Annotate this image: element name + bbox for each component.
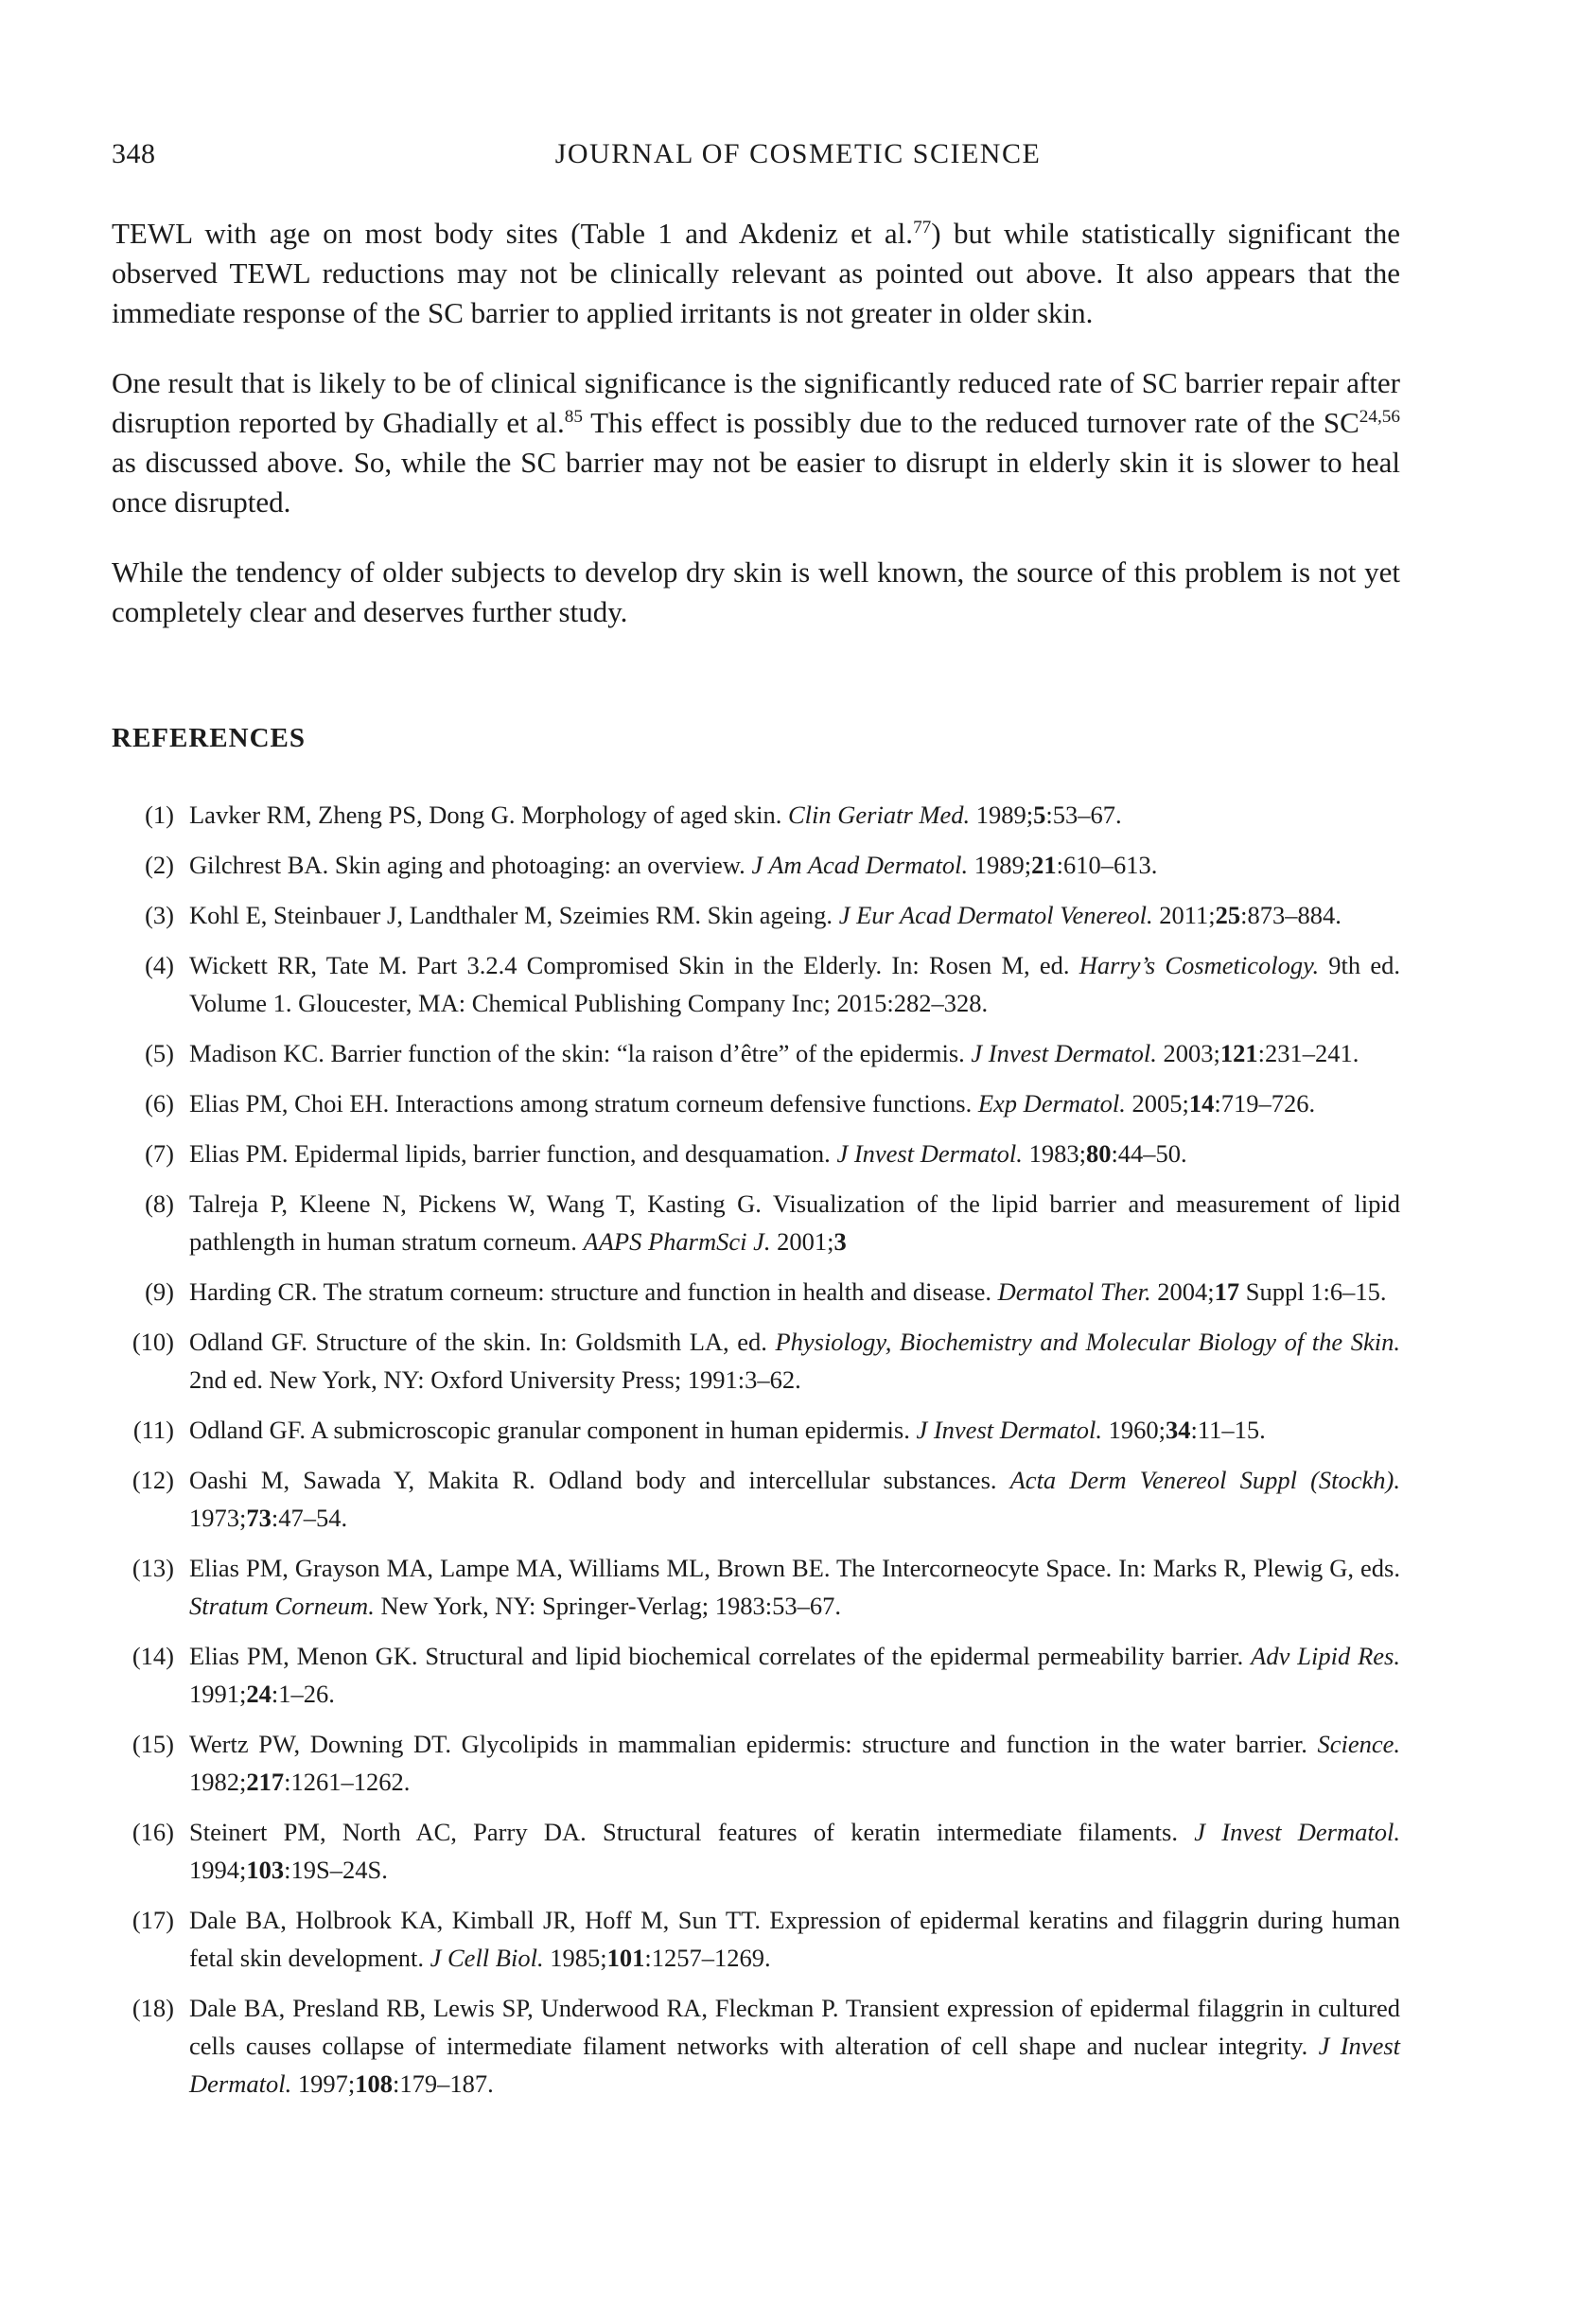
- text-segment: Madison KC. Barrier function of the skin: “la raison d’être” of the epidermis.: [189, 1039, 972, 1067]
- text-segment: 101: [606, 1944, 645, 1972]
- reference-number: (12): [132, 1466, 174, 1494]
- text-segment: 2005;: [1125, 1089, 1189, 1118]
- reference-item: [112, 1813, 1400, 1889]
- text-segment: :47–54.: [271, 1504, 348, 1532]
- text-segment: J Eur Acad Dermatol Venereol.: [838, 901, 1153, 929]
- reference-item: [112, 846, 1400, 884]
- reference-number: (15): [132, 1730, 174, 1758]
- text-segment: AAPS PharmSci J.: [583, 1227, 771, 1256]
- text-segment: ) but while statistically significant the observed TEWL reductions may not be clinically relevant as pointed out above. It also appears that the immediate response of the SC barrier to applied irritants is not greater in older skin.: [112, 217, 1401, 329]
- text-segment: 1989;: [970, 801, 1034, 829]
- text-segment: :19S–24S.: [284, 1856, 388, 1884]
- text-segment: One result that is likely to be of clinical significance is the significantly reduced rate of SC barrier repair after disruption reported by Ghadially et al.: [112, 366, 1400, 439]
- text-segment: 1983;: [1022, 1139, 1086, 1168]
- text-segment: Steinert PM, North AC, Parry DA. Structural features of keratin intermediate filaments.: [189, 1818, 1195, 1846]
- text-segment: :1261–1262.: [284, 1768, 411, 1796]
- text-segment: 2001;: [770, 1227, 834, 1256]
- page-header: [112, 138, 1484, 176]
- text-segment: 34: [1165, 1416, 1191, 1444]
- text-segment: :44–50.: [1111, 1139, 1187, 1168]
- text-segment: J Invest Dermatol.: [189, 2032, 1401, 2098]
- text-segment: 2011;: [1152, 901, 1216, 929]
- text-segment: TEWL with age on most body sites (Table 1 and Akdeniz et al.: [112, 217, 914, 250]
- text-segment: New York, NY: Springer-Verlag; 1983:53–67.: [374, 1592, 841, 1620]
- text-segment: :231–241.: [1257, 1039, 1359, 1067]
- page-content: [112, 214, 1400, 2115]
- text-segment: Talreja P, Kleene N, Pickens W, Wang T, Kasting G. Visualization of the lipid barrier and measurement of lipid pathlength in human stratum corneum.: [189, 1189, 1400, 1256]
- body-paragraph: [112, 214, 1400, 333]
- reference-item: [112, 1185, 1400, 1260]
- text-segment: Odland GF. Structure of the skin. In: Goldsmith LA, ed.: [189, 1328, 776, 1356]
- reference-item: [112, 1637, 1400, 1713]
- text-segment: J Cell Biol.: [430, 1944, 544, 1972]
- citation-superscript: 85: [564, 407, 583, 428]
- text-segment: While the tendency of older subjects to develop dry skin is well known, the source of this problem is not yet completely clear and deserves further study.: [112, 555, 1400, 628]
- journal-title: JOURNAL OF COSMETIC SCIENCE: [554, 138, 1042, 169]
- reference-number: (13): [132, 1554, 174, 1582]
- citation-superscript: 77: [913, 218, 932, 238]
- text-segment: J Invest Dermatol.: [1194, 1818, 1400, 1846]
- text-segment: 103: [246, 1856, 285, 1884]
- reference-number: (17): [132, 1906, 174, 1934]
- text-segment: This effect is possibly due to the reduced turnover rate of the SC: [582, 406, 1359, 439]
- text-segment: 21: [1031, 851, 1057, 879]
- reference-item: [112, 1461, 1400, 1537]
- text-segment: 1994;: [189, 1856, 247, 1884]
- text-segment: 24: [246, 1680, 272, 1708]
- text-segment: Suppl 1:6–15.: [1239, 1277, 1387, 1306]
- text-segment: :873–884.: [1240, 901, 1342, 929]
- text-segment: Science.: [1317, 1730, 1400, 1758]
- text-segment: Elias PM, Grayson MA, Lampe MA, Williams ML, Brown BE. The Intercorneocyte Space. In: Marks R, Plewig G, eds.: [189, 1554, 1400, 1582]
- reference-number: (3): [145, 901, 174, 929]
- text-segment: 25: [1215, 901, 1241, 929]
- text-segment: Wertz PW, Downing DT. Glycolipids in mammalian epidermis: structure and function in the water barrier.: [189, 1730, 1318, 1758]
- text-segment: 1989;: [968, 851, 1032, 879]
- text-segment: 1985;: [543, 1944, 607, 1972]
- text-segment: 1973;: [189, 1504, 247, 1532]
- reference-item: [112, 1135, 1400, 1172]
- text-segment: Stratum Corneum.: [189, 1592, 375, 1620]
- text-segment: 2004;: [1150, 1277, 1215, 1306]
- reference-item: [112, 946, 1400, 1022]
- text-segment: Physiology, Biochemistry and Molecular Biology of the Skin.: [775, 1328, 1400, 1356]
- reference-number: (9): [145, 1277, 174, 1306]
- reference-item: [112, 896, 1400, 934]
- text-segment: :610–613.: [1056, 851, 1158, 879]
- text-segment: Lavker RM, Zheng PS, Dong G. Morphology of aged skin.: [189, 801, 788, 829]
- text-segment: Odland GF. A submicroscopic granular component in human epidermis.: [189, 1416, 917, 1444]
- text-segment: Wickett RR, Tate M. Part 3.2.4 Compromised Skin in the Elderly. In: Rosen M, ed.: [189, 951, 1079, 979]
- text-segment: J Am Acad Dermatol.: [751, 851, 969, 879]
- text-segment: 9th ed. Volume 1. Gloucester, MA: Chemical Publishing Company Inc; 2015:282–328.: [189, 951, 1400, 1017]
- text-segment: 1997;: [291, 2069, 356, 2098]
- text-segment: 108: [355, 2069, 393, 2098]
- text-segment: J Invest Dermatol.: [836, 1139, 1023, 1168]
- reference-number: (4): [145, 951, 174, 979]
- references-list: [112, 796, 1400, 2103]
- text-segment: Harry’s Cosmeticology.: [1079, 951, 1320, 979]
- body-paragraph: [112, 553, 1400, 632]
- reference-number: (2): [145, 851, 174, 879]
- text-segment: Elias PM, Choi EH. Interactions among stratum corneum defensive functions.: [189, 1089, 978, 1118]
- page-number: 348: [112, 138, 156, 169]
- text-segment: 2003;: [1156, 1039, 1220, 1067]
- text-segment: Adv Lipid Res.: [1251, 1642, 1400, 1670]
- reference-item: [112, 1034, 1400, 1072]
- body-paragraph: [112, 363, 1400, 522]
- text-segment: J Invest Dermatol.: [971, 1039, 1157, 1067]
- reference-number: (10): [132, 1328, 174, 1356]
- reference-item: [112, 1901, 1400, 1977]
- reference-item: [112, 1725, 1400, 1801]
- text-segment: :719–726.: [1214, 1089, 1316, 1118]
- text-segment: 3: [833, 1227, 847, 1256]
- text-segment: Oashi M, Sawada Y, Makita R. Odland body and intercellular substances.: [189, 1466, 1010, 1494]
- text-segment: :179–187.: [392, 2069, 494, 2098]
- text-segment: 14: [1188, 1089, 1215, 1118]
- text-segment: Exp Dermatol.: [977, 1089, 1126, 1118]
- text-segment: Clin Geriatr Med.: [788, 801, 971, 829]
- text-segment: Gilchrest BA. Skin aging and photoaging: an overview.: [189, 851, 752, 879]
- reference-item: [112, 1273, 1400, 1311]
- text-segment: Acta Derm Venereol Suppl (Stockh).: [1009, 1466, 1400, 1494]
- text-segment: 217: [246, 1768, 285, 1796]
- citation-superscript: 24,56: [1359, 407, 1400, 428]
- text-segment: as discussed above. So, while the SC barrier may not be easier to disrupt in elderly skin it is slower to heal once disrupted.: [112, 446, 1400, 519]
- reference-number: (1): [145, 801, 174, 829]
- text-segment: 1982;: [189, 1768, 247, 1796]
- reference-item: [112, 1411, 1400, 1449]
- text-segment: J Invest Dermatol.: [916, 1416, 1102, 1444]
- text-segment: 5: [1033, 801, 1046, 829]
- reference-item: [112, 1323, 1400, 1399]
- text-segment: Elias PM, Menon GK. Structural and lipid biochemical correlates of the epidermal permeability barrier.: [189, 1642, 1252, 1670]
- reference-item: [112, 1549, 1400, 1625]
- text-segment: :53–67.: [1045, 801, 1122, 829]
- reference-number: (14): [132, 1642, 174, 1670]
- text-segment: 73: [246, 1504, 272, 1532]
- reference-number: (6): [145, 1089, 174, 1118]
- text-segment: 121: [1219, 1039, 1258, 1067]
- reference-number: (7): [145, 1139, 174, 1168]
- text-segment: Dale BA, Holbrook KA, Kimball JR, Hoff M, Sun TT. Expression of epidermal keratins and filaggrin during human fetal skin development.: [189, 1906, 1400, 1972]
- reference-item: [112, 1084, 1400, 1122]
- reference-number: (18): [132, 1994, 174, 2022]
- reference-item: [112, 796, 1400, 834]
- text-segment: Kohl E, Steinbauer J, Landthaler M, Szeimies RM. Skin ageing.: [189, 901, 839, 929]
- text-segment: Dermatol Ther.: [997, 1277, 1151, 1306]
- reference-number: (8): [145, 1189, 174, 1218]
- reference-number: (5): [145, 1039, 174, 1067]
- references-heading: REFERENCES: [112, 723, 306, 753]
- text-segment: 1991;: [189, 1680, 247, 1708]
- text-segment: 1960;: [1101, 1416, 1166, 1444]
- reference-item: [112, 1989, 1400, 2103]
- reference-number: (11): [132, 1416, 174, 1444]
- body-paragraphs: [112, 214, 1400, 632]
- text-segment: :1–26.: [271, 1680, 335, 1708]
- text-segment: Dale BA, Presland RB, Lewis SP, Underwood RA, Fleckman P. Transient expression of epidermal filaggrin in cultured cells causes collapse of intermediate filament networks with alteration of cell shape and nuclear integrity.: [189, 1994, 1400, 2060]
- text-segment: 80: [1085, 1139, 1112, 1168]
- text-segment: :11–15.: [1190, 1416, 1266, 1444]
- text-segment: Harding CR. The stratum corneum: structure and function in health and disease.: [189, 1277, 998, 1306]
- text-segment: Elias PM. Epidermal lipids, barrier function, and desquamation.: [189, 1139, 837, 1168]
- text-segment: :1257–1269.: [644, 1944, 771, 1972]
- reference-number: (16): [132, 1818, 174, 1846]
- text-segment: 17: [1214, 1277, 1240, 1306]
- text-segment: 2nd ed. New York, NY: Oxford University Press; 1991:3–62.: [189, 1365, 801, 1394]
